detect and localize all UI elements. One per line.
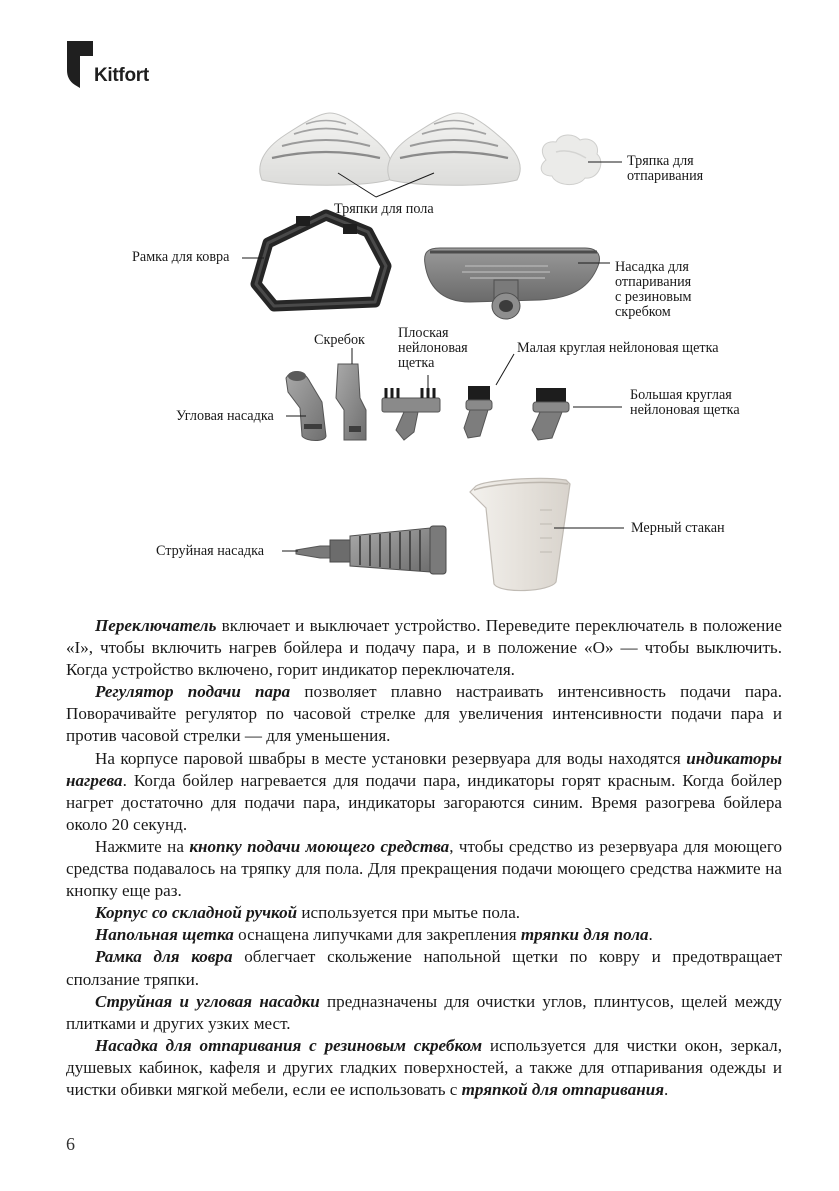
paragraph-text: оснащена липучками для закрепления	[233, 925, 521, 945]
label-flat-brush-line-1: Плоская	[398, 325, 449, 341]
logo-text: Kitfort	[94, 65, 149, 86]
label-scraper-nozzle-line-4: скребком	[615, 304, 671, 320]
floor-cloth-image-2	[388, 113, 520, 185]
label-jet-nozzle: Струйная насадка	[156, 543, 265, 559]
label-measuring-cup: Мерный стакан	[631, 520, 725, 536]
paragraph-jet-corner-nozzles	[66, 991, 782, 1035]
small-round-brush-image	[464, 386, 492, 438]
paragraph-heat-indicators	[66, 748, 782, 836]
paragraph-tail: .	[648, 925, 653, 945]
paragraph-floor-brush	[66, 924, 782, 946]
paragraph-lead: Нажмите на	[95, 836, 190, 856]
paragraph-switch	[66, 615, 782, 681]
label-carpet-frame: Рамка для ковра	[132, 249, 230, 265]
label-flat-brush-line-3: щетка	[398, 355, 435, 371]
steam-cloth-image	[541, 135, 601, 185]
paragraph-scraper-nozzle	[66, 1035, 782, 1101]
page-number: 6	[66, 1134, 75, 1154]
term: Напольная щетка	[95, 925, 234, 945]
steam-nozzle-scraper-image	[425, 248, 600, 319]
paragraph-lead: На корпусе паровой швабры в месте установки резервуара для воды находятся	[95, 748, 687, 768]
label-scraper-nozzle	[615, 260, 692, 320]
label-large-brush	[630, 388, 740, 418]
paragraph-text: включает и выключает устройство. Переведите переключатель в положение «I», чтобы включить нагрев бойлера и подачу пара, и в положение «O» — чтобы выключить. Когда устройство включено, горит индикатор переключателя.	[66, 616, 782, 680]
paragraph-carpet-frame	[66, 946, 782, 990]
term: Струйная и угловая насадки	[95, 991, 320, 1011]
label-scraper: Скребок	[314, 332, 365, 348]
term-secondary: тряпкой для отпаривания	[461, 1079, 665, 1099]
paragraph-text: предназначены для очистки углов, плинтусов, щелей между плитками и других узких мест.	[66, 991, 782, 1033]
term: Рамка для ковра	[95, 947, 233, 967]
paragraph-text: . Когда бойлер нагревается для подачи пара, индикаторы горят красным. Когда бойлер нагрет достаточно для подачи пара, индикаторы загораются синим. Время разогрева бойлера около 20 секунд.	[66, 770, 782, 834]
paragraph-body-handle	[66, 902, 782, 924]
term: кнопку подачи моющего средства	[189, 836, 450, 856]
term-secondary: тряпки для пола	[520, 925, 649, 945]
term: Регулятор подачи пара	[95, 682, 291, 702]
term: индикаторы нагрева	[66, 748, 782, 790]
term: Переключатель	[95, 616, 217, 635]
label-floor-cloths: Тряпки для пола	[334, 201, 434, 217]
label-flat-brush	[398, 326, 468, 371]
label-large-brush-line-1: Большая круглая	[630, 387, 732, 403]
label-scraper-nozzle-line-1: Насадка для	[615, 259, 689, 275]
paragraph-detergent-button	[66, 836, 782, 902]
carpet-frame-image	[256, 215, 386, 306]
paragraph-text: используется для чистки окон, зеркал, душевых кабинок, кафеля и других гладких поверхностей, а также для отпаривания одежды и чистки обивки мягкой мебели, если ее использовать с	[66, 1035, 782, 1099]
label-steam-cloth-line-2: отпаривания	[627, 168, 704, 184]
label-scraper-nozzle-line-3: с резиновым	[615, 289, 692, 305]
label-scraper-nozzle-line-2: отпаривания	[615, 274, 692, 290]
term: Корпус со складной ручкой	[95, 903, 298, 923]
flat-brush-image	[382, 388, 440, 440]
floor-cloth-image-1	[260, 113, 392, 185]
jet-nozzle-image	[296, 526, 446, 574]
corner-nozzle-image	[286, 371, 326, 441]
label-steam-cloth-line-1: Тряпка для	[627, 153, 694, 169]
paragraph-steam-regulator	[66, 681, 782, 747]
label-corner-nozzle: Угловая насадка	[176, 408, 274, 424]
measuring-cup-image	[470, 478, 570, 590]
term: Насадка для отпаривания с резиновым скребком	[95, 1035, 483, 1055]
label-small-brush: Малая круглая нейлоновая щетка	[517, 340, 719, 356]
scraper-image	[336, 364, 366, 440]
label-steam-cloth	[627, 154, 703, 184]
label-flat-brush-line-2: нейлоновая	[398, 340, 468, 356]
description-text	[66, 615, 782, 1101]
paragraph-text: облегчает скольжение напольной щетки по ковру и предотвращает сползание тряпки.	[66, 947, 782, 989]
large-round-brush-image	[532, 388, 569, 440]
paragraph-text: , чтобы средство из резервуара для моющего средства подавалось на тряпку для пола. Для прекращения подачи моющего средства нажмите на кнопку еще раз.	[66, 836, 783, 901]
label-large-brush-line-2: нейлоновая щетка	[630, 402, 740, 418]
paragraph-text: используется при мытье пола.	[297, 903, 521, 923]
paragraph-tail: .	[664, 1079, 669, 1099]
paragraph-text: позволяет плавно настраивать интенсивность подачи пара. Поворачивайте регулятор по часовой стрелке для увеличения интенсивности подачи пара и против часовой стрелки — для уменьшения.	[66, 682, 782, 746]
